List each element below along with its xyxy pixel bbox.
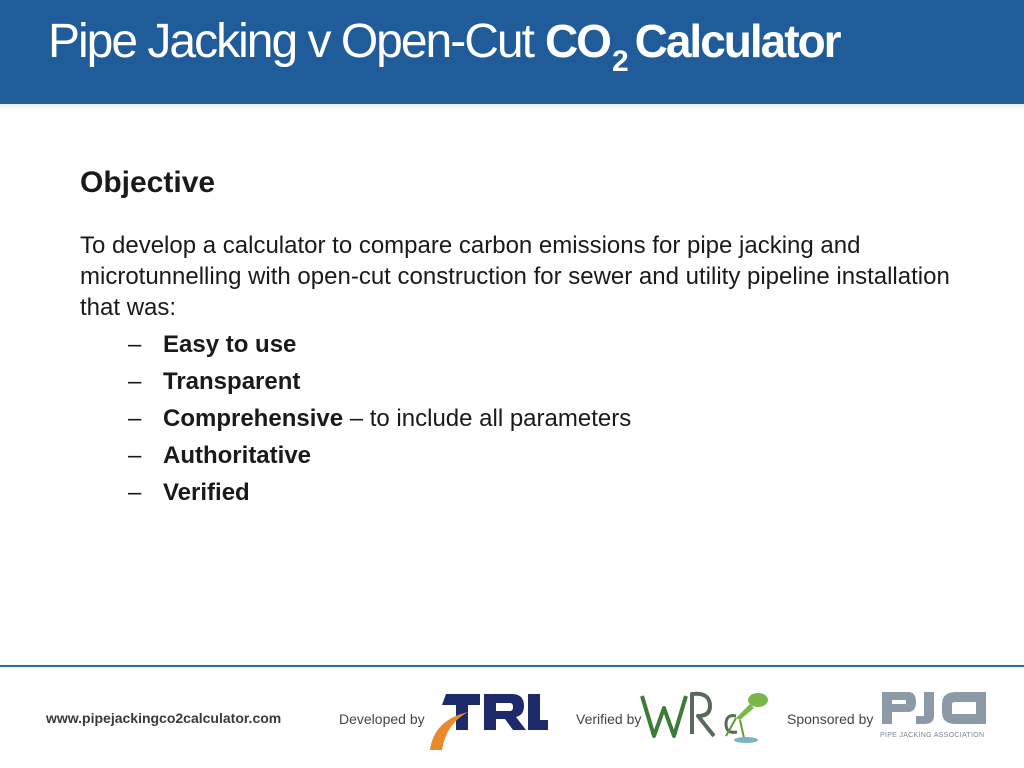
bullet-dash: – [128, 479, 142, 506]
page-title [48, 14, 840, 94]
bullet-dash: – [128, 331, 142, 358]
header-divider [0, 104, 1024, 112]
objective-intro: To develop a calculator to compare carbon emissions for pipe jacking and microtunnelling with open-cut construction for sewer and utility pipeline installation that was: [80, 232, 950, 321]
list-item [128, 437, 631, 474]
list-item [128, 363, 631, 400]
bullet-bold: Comprehensive [163, 405, 344, 432]
bullet-bold: Easy to use [163, 331, 297, 358]
bullet-dash: – [128, 442, 142, 469]
title-banner [0, 0, 1024, 104]
bullet-bold: Verified [163, 479, 250, 506]
pja-caption: PIPE JACKING ASSOCIATION [880, 732, 985, 739]
sponsored-by-label: Sponsored by [787, 711, 874, 727]
objective-list [128, 326, 631, 511]
list-item [128, 400, 631, 437]
bullet-dash: – [128, 368, 142, 395]
bullet-bold: Transparent [163, 368, 301, 395]
objective-heading: Objective [80, 166, 216, 199]
footer-divider [0, 665, 1024, 667]
title-co: CO [544, 15, 610, 67]
trl-logo [428, 690, 550, 754]
verified-by-label: Verified by [576, 711, 642, 727]
bullet-dash: – [128, 405, 142, 432]
wrc-logo [640, 686, 772, 746]
bullet-bold: Authoritative [163, 442, 312, 469]
list-item [128, 474, 631, 511]
title-calculator: Calculator [634, 15, 840, 67]
developed-by-label: Developed by [339, 711, 425, 727]
bullet-rest: – to include all parameters [343, 405, 632, 432]
title-subscript: 2 [611, 45, 629, 78]
title-main: Pipe Jacking v Open-Cut [48, 15, 533, 68]
website-link[interactable]: www.pipejackingco2calculator.com [46, 710, 282, 726]
list-item [128, 326, 631, 363]
